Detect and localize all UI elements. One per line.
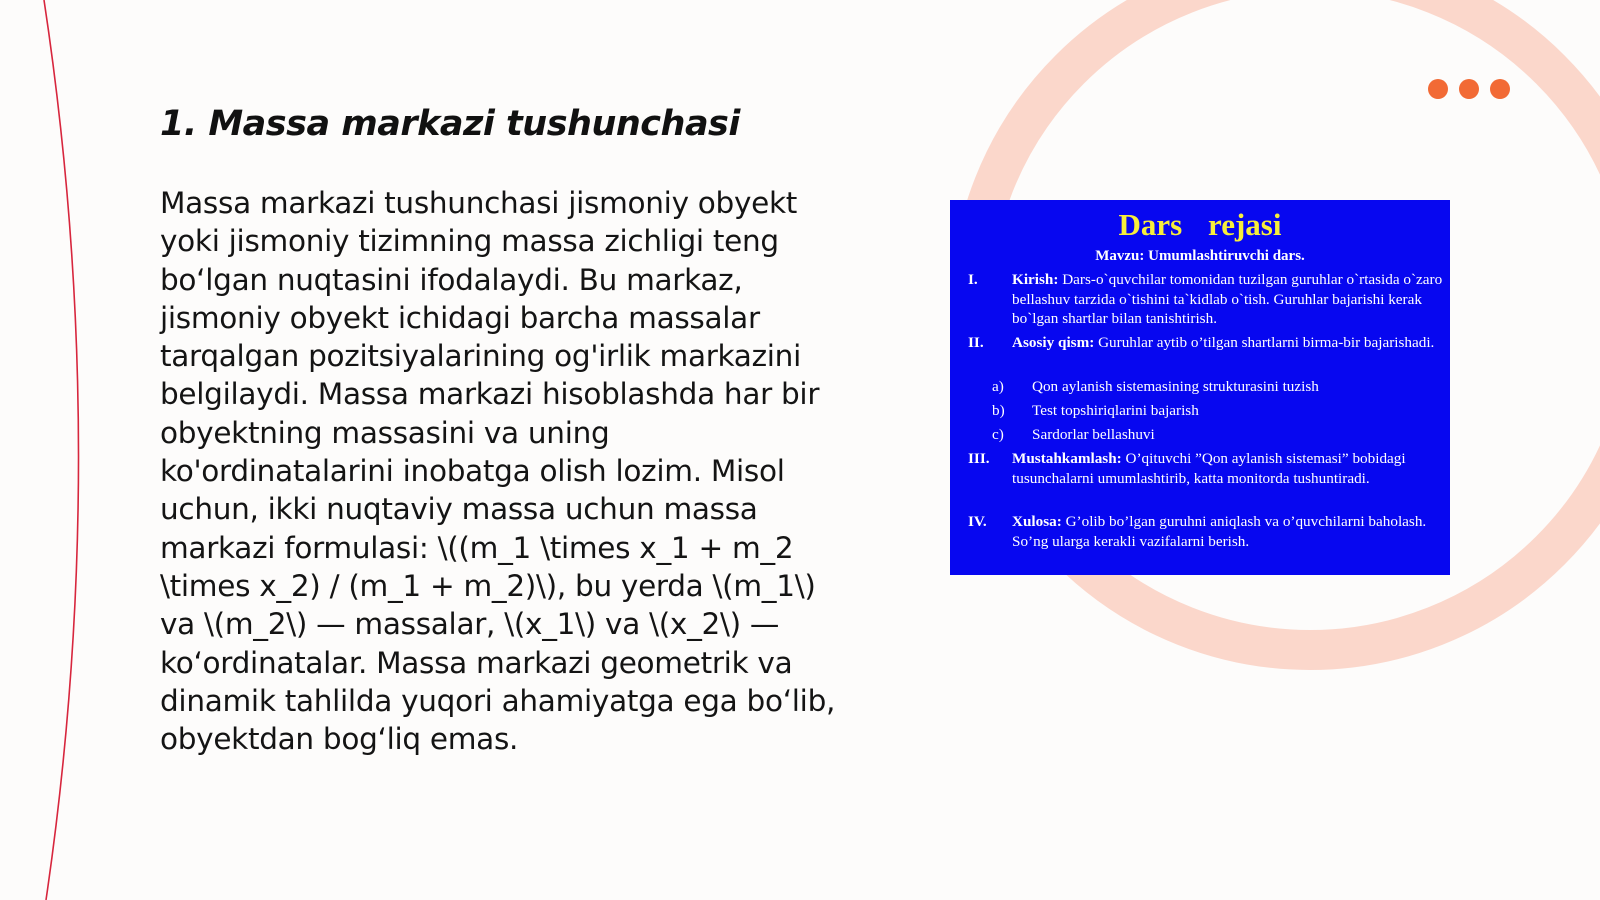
lesson-plan-topic: Mavzu: Umumlashtiruvchi dars. xyxy=(1095,248,1305,264)
slide-title: 1. Massa markazi tushunchasi xyxy=(160,104,740,144)
plan-subitem-letter: b) xyxy=(992,402,1005,419)
plan-item-number: I. xyxy=(968,271,978,288)
plan-item-text xyxy=(1012,270,1444,329)
decorative-red-line xyxy=(44,0,79,900)
plan-subitem-text: Qon aylanish sistemasining strukturasini tuzish xyxy=(1032,378,1319,395)
plan-item-label: Kirish: xyxy=(1012,271,1059,288)
plan-item-body: Guruhlar aytib o’tilgan shartlarni birma-bir bajarishadi. xyxy=(1094,334,1435,351)
plan-subitem-letter: a) xyxy=(992,378,1004,395)
plan-item-number: III. xyxy=(968,450,990,467)
decorative-dots xyxy=(1428,79,1510,99)
plan-item-label: Mustahkamlash: xyxy=(1012,450,1122,467)
plan-item-number: IV. xyxy=(968,513,987,530)
dot-icon xyxy=(1428,79,1448,99)
slide-body-text: Massa markazi tushunchasi jismoniy obyekt yoki jismoniy tizimning massa zichligi teng bo‘lgan nuqtasini ifodalaydi. Bu markaz, jismoniy obyekt ichidagi barcha massalar tarqalgan pozitsiyalarining og'irlik markazini belgilaydi. Massa markazi hisoblashda har bir obyektning massasini va uning ko'ordinatalarini inobatga olish lozim. Misol uchun, ikki nuqtaviy massa uchun massa markazi formulasi: \((m_1 \times x_1 + m_2 \times x_2) / (m_1 + m_2)\), bu yerda \(m_1\) va \(m_2\) — massalar, \(x_1\) va \(x_2\) — ko‘ordinatalar. Massa markazi geometrik va dinamik tahlilda yuqori ahamiyatga ega bo‘lib, obyektdan bog‘liq emas. xyxy=(160,186,836,757)
plan-item-number: II. xyxy=(968,334,984,351)
lesson-plan-image xyxy=(950,200,1450,575)
plan-item-text xyxy=(1012,449,1444,488)
plan-item-body: G’olib bo’lgan guruhni aniqlash va o’quvchilarni baholash. So’ng ularga kerakli vazifalarni berish. xyxy=(1012,513,1427,550)
plan-item-label: Asosiy qism: xyxy=(1012,334,1095,351)
plan-item-text xyxy=(1012,512,1444,551)
dot-icon xyxy=(1490,79,1510,99)
plan-subitem-text: Test topshiriqlarini bajarish xyxy=(1032,402,1199,419)
plan-item-body: Dars-o`quvchilar tomonidan tuzilgan guruhlar o`rtasida o`zaro bellashuv tarzida o`tishini ta`kidlab o`tish. Guruhlar bajarishi kerak bo`lgan shartlar bilan tanishtirish. xyxy=(1012,271,1443,327)
lesson-plan-title: Dars rejasi xyxy=(1118,207,1282,242)
plan-item-text xyxy=(1012,333,1444,353)
plan-subitem-text: Sardorlar bellashuvi xyxy=(1032,426,1155,443)
plan-item-label: Xulosa: xyxy=(1012,513,1062,530)
dot-icon xyxy=(1459,79,1479,99)
plan-subitem-letter: c) xyxy=(992,426,1004,443)
plan-item-body: O’qituvchi ”Qon aylanish sistemasi” bobidagi tusunchalarni umumlashtirib, katta monitorda tushuntiradi. xyxy=(1012,450,1406,487)
